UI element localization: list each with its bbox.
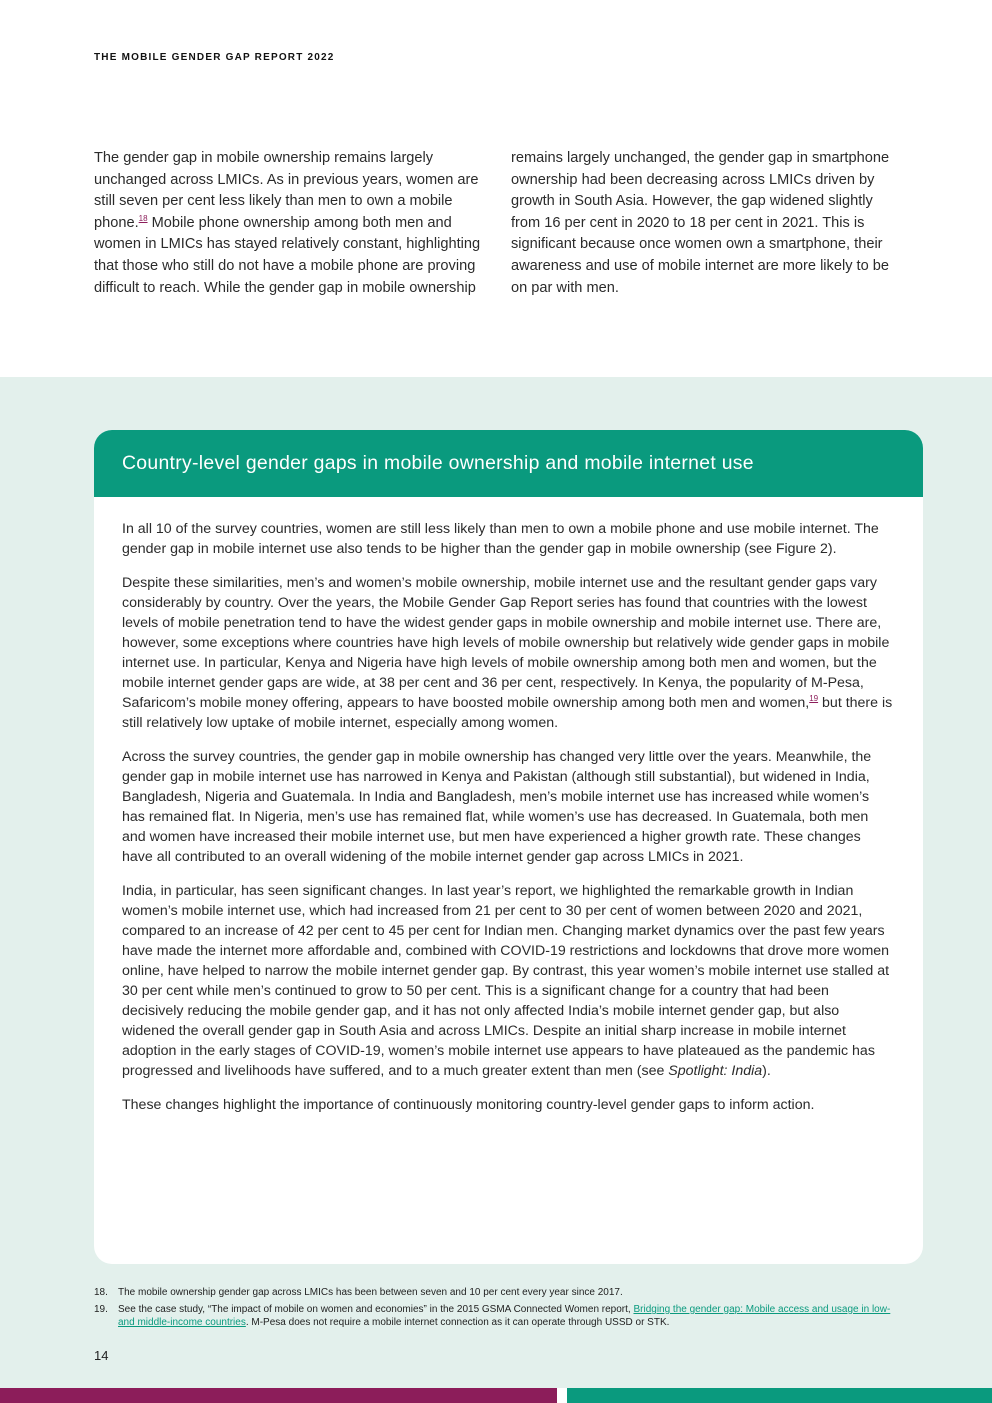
- footnotes: [94, 1286, 894, 1333]
- running-header: THE MOBILE GENDER GAP REPORT 2022: [94, 52, 335, 63]
- footnote-19: [94, 1303, 894, 1329]
- footnote-18: [94, 1286, 894, 1299]
- box-title: Country-level gender gaps in mobile ownership and mobile internet use: [122, 452, 754, 474]
- box-paragraph-1: In all 10 of the survey countries, women are still less likely than men to own a mobile phone and use mobile internet. The gender gap in mobile internet use also tends to be higher than the gender gap in mobile ownership (see Figure 2).: [122, 521, 879, 557]
- footnote-text-part1: See the case study, “The impact of mobile on women and economies” in the 2015 GSMA Connected Women report,: [118, 1304, 634, 1315]
- box-paragraph-4-main: India, in particular, has seen significant changes. In last year’s report, we highlighted the remarkable growth in Indian women’s mobile internet use, which had increased from 21 per cent to 30 per cent of women between 2020 and 2021, compared to an increase of 42 per cent to 45 per cent for Indian men. Changing market dynamics over the past few years have made the internet more affordable and, combined with COVID-19 restrictions and lockdowns that drove more women online, have helped to narrow the mobile internet gender gap. By contrast, this year women’s mobile internet use stalled at 30 per cent while men’s continued to grow to 50 per cent. This is a significant change for a country that had been decisively reducing the mobile gender gap, and it has not only affected India’s mobile internet gender gap, but also widened the overall gender gap in South Asia and across LMICs. Despite an initial sharp increase in mobile internet adoption in the early stages of COVID-19, women’s mobile internet use appears to have plateaued as the pandemic has progressed and livelihoods have suffered, and to a much greater extent than men (see: [122, 883, 890, 1079]
- box-paragraph-4-end: ).: [762, 1063, 771, 1079]
- box-paragraph-3: Across the survey countries, the gender gap in mobile ownership has changed very little over the years. Meanwhile, the gender gap in mobile internet use has narrowed in Kenya and Pakistan (although still substantial), but widened in India, Bangladesh, Nigeria and Guatemala. In India and Bangladesh, men’s mobile internet use has increased while women’s has remained flat. In Nigeria, men’s use has remained flat, while women’s use has decreased. In Guatemala, both men and women have increased their mobile internet use, but men have experienced a higher growth rate. These changes have all contributed to an overall widening of the mobile internet gender gap across LMICs in 2021.: [122, 749, 872, 865]
- footnote-ref-18[interactable]: 18: [138, 213, 148, 223]
- footer-bar-magenta: [0, 1388, 557, 1403]
- footer-bar-teal: [567, 1388, 992, 1403]
- box-body: [94, 497, 923, 1115]
- box-paragraph-2: [122, 573, 893, 733]
- box-paragraph-4: [122, 881, 893, 1081]
- intro-text-part2: Mobile phone ownership among both men and women in LMICs has stayed relatively constant, highlighting that those who still do not have a mobile phone are proving difficult to reach. While the gender gap in mobile ownership remains largely unchanged, the gender gap in smartphone ownership had been decreasing across LMICs driven by growth in South Asia. However, the gap widened slightly from 16 per cent in 2020 to 18 per cent in 2021. This is significant because once women own a smartphone, their awareness and use of mobile internet are more likely to be on par with men.: [94, 150, 890, 296]
- page-number: 14: [94, 1348, 109, 1363]
- box-paragraph-2-part2: but there is still relatively low uptake of mobile internet, especially among women.: [122, 695, 893, 731]
- footnote-number: 18.: [94, 1287, 108, 1298]
- box-paragraph-5: These changes highlight the importance of continuously monitoring country-level gender gaps to inform action.: [122, 1097, 815, 1113]
- box-header: [94, 430, 923, 497]
- footnote-number: 19.: [94, 1304, 108, 1315]
- box-paragraph-2-part1: Despite these similarities, men’s and women’s mobile ownership, mobile internet use and the resultant gender gaps vary considerably by country. Over the years, the Mobile Gender Gap Report series has found that countries with the lowest levels of mobile penetration tend to have the widest gender gaps in mobile ownership and mobile internet use. There are, however, some exceptions where countries have high levels of mobile ownership but relatively wide gender gaps in mobile internet use. In particular, Kenya and Nigeria have high levels of mobile ownership among both men and women, but the mobile internet gender gaps are wide, at 38 per cent and 36 per cent, respectively. In Kenya, the popularity of M-Pesa, Safaricom’s mobile money offering, appears to have boosted mobile ownership among both men and women,: [122, 575, 890, 711]
- footnote-ref-19[interactable]: 19: [809, 694, 819, 703]
- country-gaps-box: [94, 430, 923, 1264]
- intro-text-part1: The gender gap in mobile ownership remains largely unchanged across LMICs. As in previous years, women are still seven per cent less likely than men to own a mobile phone.: [94, 150, 479, 231]
- footnote-text: The mobile ownership gender gap across LMICs has been between seven and 10 per cent every year since 2017.: [118, 1287, 623, 1298]
- intro-paragraph: [94, 148, 898, 299]
- spotlight-india-reference: Spotlight: India: [668, 1063, 763, 1079]
- footnote-text: [118, 1303, 894, 1329]
- report-link[interactable]: Bridging the gender gap: Mobile access and usage in low- and middle-income countries: [118, 1304, 891, 1328]
- footnote-text-part2: . M-Pesa does not require a mobile internet connection as it can operate through USSD or STK.: [245, 1317, 670, 1328]
- intro-text: [94, 148, 898, 320]
